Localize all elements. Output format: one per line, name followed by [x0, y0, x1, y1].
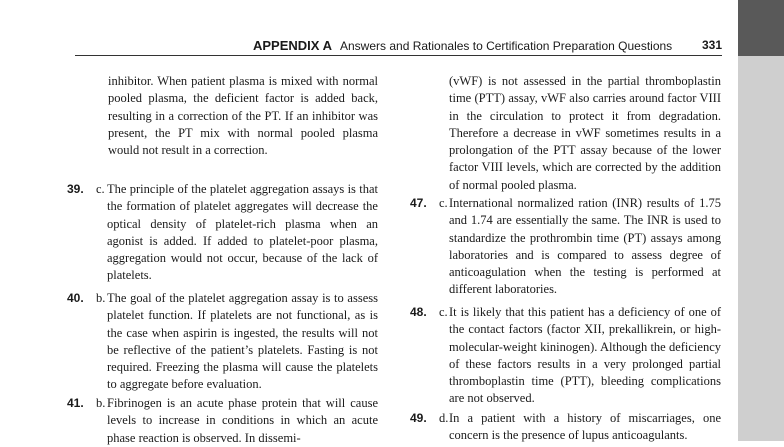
answer-letter: b. [96, 396, 106, 410]
rationale-text: The principle of the platelet aggregation assays is that the formation of platelet aggregates will decrease the optical density of platelet-rich plasma when an agonist is added. If added to platelet-poor plasma, aggregation would not occur, because of the lack of platelets. [107, 182, 378, 283]
question-number: 40. [67, 291, 84, 305]
right-continuation-text: (vWF) is not assessed in the partial thromboplastin time (PTT) assay, vWF also carries around factor VIII in the circulation to protect it from degradation. Therefore a decrease in vWF sometimes results in a prolongation of the PTT assay because of the lower factor VIII levels, which are corrected by the addition of normal pooled plasma. [449, 74, 721, 192]
rationale-text: It is likely that this patient has a deficiency of one of the contact factors (factor XII, prekallikrein, or high-molecular-weight kininogen). Although the deficiency of these factors results in a very prolonged partial thromboplastin time (PTT), bleeding complications are not observed. [449, 305, 721, 406]
rationale-text: The goal of the platelet aggregation assay is to assess platelet function. If platelets are not functional, as is the case when aspirin is ingested, the results will not be reflective of the patient’s platelets. Fasting is not required. Freezing the plasma will cause the platelets to aggregate before evaluation. [107, 291, 378, 392]
question-number: 41. [67, 396, 84, 410]
answer-letter: c. [439, 305, 448, 319]
rationale-text: International normalized ration (INR) results of 1.75 and 1.74 are essentially the same. The INR is used to standardize the prothrombin time (PT) assays among laboratories and is compared to assess degree of anticoagulation when the testing is performed at different laboratories. [449, 196, 721, 297]
question-number: 49. [410, 411, 427, 425]
answer-letter: c. [96, 182, 105, 196]
page-tab-dark [738, 0, 784, 56]
question-number: 48. [410, 305, 427, 319]
page-number: 331 [701, 38, 722, 52]
answer-letter: c. [439, 196, 448, 210]
question-number: 47. [410, 196, 427, 210]
left-continuation-text: inhibitor. When patient plasma is mixed with normal pooled plasma, the deficient factor is added back, resulting in a correction of the PT. If an inhibitor was present, the PT mix with normal pooled plasma would not result in a correction. [108, 74, 378, 158]
question-number: 39. [67, 182, 84, 196]
page-tab-light [738, 56, 784, 441]
answer-letter: b. [96, 291, 106, 305]
rationale-text: In a patient with a history of miscarriages, one concern is the presence of lupus anticoagulants. [449, 411, 721, 443]
appendix-label: APPENDIX A [253, 38, 332, 53]
header-title: Answers and Rationales to Certification Preparation Questions [340, 39, 673, 53]
running-header [240, 36, 722, 56]
header-rule [75, 55, 722, 56]
rationale-text: Fibrinogen is an acute phase protein that will cause levels to increase in conditions in which an acute phase reaction is observed. In dissemi- [107, 396, 378, 445]
answer-letter: d. [439, 411, 449, 425]
